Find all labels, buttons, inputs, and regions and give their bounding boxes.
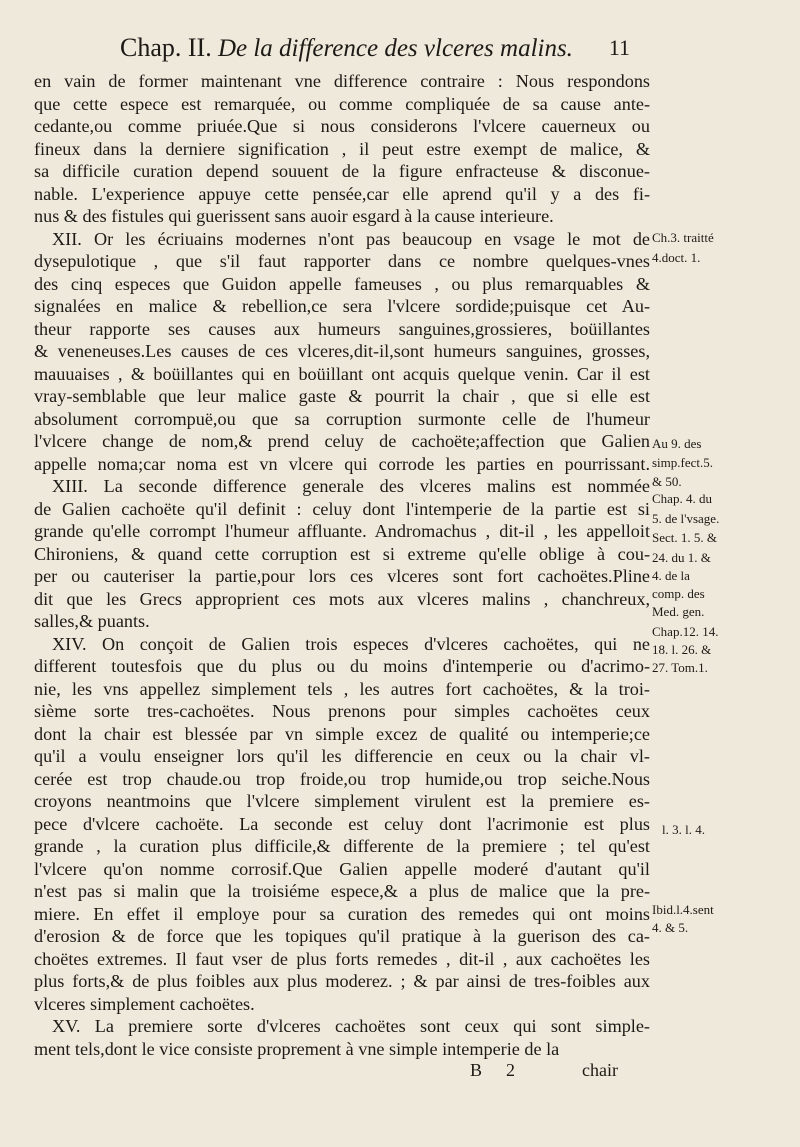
text-line: de Galien cachoëte qu'il definit : celuy dont l'intemperie de la partie est si (34, 498, 650, 519)
margin-note: Au 9. des (652, 436, 702, 451)
text-line: XIII. La seconde difference generale des vlceres malins est nommée (52, 476, 650, 496)
text-line: sa difficile curation depend souuent de la figure enfracteuse & disconue- (34, 161, 650, 181)
text-line: ment tels,dont le vice consiste proprement à vne simple intemperie de la (34, 1038, 560, 1059)
text-line: absolument corrompuë,ou que sa corruption surmonte celle de l'humeur (34, 408, 650, 429)
text-line: que cette espece est remarquée, ou comme compliquée de sa cause ante- (34, 93, 650, 114)
signature-mark: B (470, 1060, 483, 1080)
text-line: cerée est trop chaude.ou trop froide,ou trop humide,ou trop seiche.Nous (34, 768, 650, 789)
margin-note: Ch.3. traitté (652, 230, 714, 245)
text-line: different toutesfois que du plus ou du moins d'intemperie ou d'acrimo- (34, 656, 650, 676)
margin-note: Ibid.l.4.sent (652, 902, 714, 917)
text-line: & veneneuses.Les causes de ces vlceres,dit-il,sont humeurs sanguines, grosses, (34, 341, 650, 361)
margin-note: 24. du 1. & (652, 550, 711, 565)
page-footer (470, 1058, 646, 1082)
text-line: des cinq especes que Guidon appelle fameuses , ou plus remarquables & (34, 273, 650, 294)
text-line: pece d'vlcere cachoëte. La seconde est celuy dont l'acrimonie est plus (34, 813, 650, 834)
text-line: nie, les vns appellez simplement tels , les autres fort cachoëtes, & la troi- (34, 678, 650, 699)
text-line: cedante,ou comme priuée.Que si nous considerons l'vlcere cauerneux ou (34, 116, 650, 136)
text-line: sième sorte tres-cachoëtes. Nous prenons pour simples cachoëtes ceux (34, 701, 650, 721)
margin-note: 4. & 5. (652, 920, 689, 935)
text-line: salles,& puants. (34, 611, 150, 631)
text-line: XIV. On conçoit de Galien trois especes d'vlceres cachoëtes, qui ne (52, 633, 650, 654)
chapter-title: De la difference des vlceres malins. (217, 35, 573, 62)
text-line: croyons neantmoins que l'vlcere simplement virulent est la premiere es- (34, 791, 650, 811)
page-number: 11 (608, 35, 630, 60)
text-line: dysepulotique , que s'il faut rapporter dans ce nombre quelques-vnes (34, 251, 650, 271)
text-line: Chironiens, & quand cette corruption est si extreme qu'elle oblige à cou- (34, 543, 650, 564)
margin-note: 5. de l'vsage. (652, 511, 720, 526)
text-line: fineux dans la derniere signification , il peut estre exempt de malice, & (34, 138, 650, 159)
text-line: qu'il a voulu enseigner lors qu'il les differencie en ceux ou la chair vl- (34, 746, 650, 766)
margin-note: 27. Tom.1. (652, 660, 708, 675)
text-line: mauuaises , & boüillantes qui en boüillant ont acquis quelque venin. Car il est (34, 363, 650, 384)
text-line: XII. Or les écriuains modernes n'ont pas beaucoup en vsage le mot de (52, 228, 650, 249)
margin-note: Chap.12. 14. (652, 624, 719, 639)
text-line: theur rapporte ses causes aux humeurs sanguines,grossieres, boüillantes (34, 318, 650, 339)
text-line: nable. L'experience appuye cette pensée,car elle aprend qu'il y a des fi- (34, 183, 650, 204)
margin-note: 4.doct. 1. (652, 250, 701, 265)
text-line: dont la chair est blessée par vn simple excez de qualité ou intemperie;ce (34, 723, 650, 744)
text-line: vray-semblable que leur malice gaste & pourrit la chair , que si elle est (34, 386, 650, 406)
text-line: grande qu'elle corrompt l'humeur affluante. Andromachus , dit-il , les appelloit (34, 521, 650, 541)
text-line: nus & des fistules qui guerissent sans auoir esgard à la cause interieure. (34, 206, 554, 226)
signature-number: 2 (506, 1060, 515, 1080)
text-line: signalées en malice & rebellion,ce sera l'vlcere sordide;puisque cet Au- (34, 296, 650, 316)
margin-note: Sect. 1. 5. & (652, 530, 717, 545)
margin-note: Chap. 4. du (652, 491, 712, 506)
text-line: dit que les Grecs approprient ces mots aux vlceres malins , chanchreux, (34, 588, 650, 609)
text-line: l'vlcere change de nom,& prend celuy de cachoëte;affection que Galien (34, 431, 650, 451)
margin-note: simp.fect.5. (652, 455, 714, 470)
catchword: chair (582, 1060, 618, 1080)
margin-note: 18. l. 26. & (652, 642, 712, 657)
text-line: d'erosion & de force que les topiques qu'il pratique à la guerison des ca- (34, 926, 650, 946)
text-line: en vain de former maintenant vne difference contraire : Nous respondons (34, 71, 650, 91)
running-header (120, 32, 630, 65)
margin-note: 4. de la (652, 568, 690, 583)
text-line: grande , la curation plus difficile,& differente de la premiere ; tel qu'est (34, 836, 650, 856)
text-line: l'vlcere qu'on nomme corrosif.Que Galien appelle moderé d'autant qu'il (34, 858, 650, 879)
text-line: vlceres simplement cachoëtes. (34, 993, 255, 1014)
text-line: XV. La premiere sorte d'vlceres cachoëtes sont ceux qui sont simple- (52, 1016, 650, 1036)
text-line: plus forts,& de plus foibles aux plus moderez. ; & par ainsi de tres-foibles aux (34, 971, 650, 991)
text-line: appelle noma;car noma est vn vlcere qui corrode les parties en pourrissant. (34, 453, 650, 474)
margin-note: l. 3. l. 4. (662, 822, 705, 837)
text-line: n'est pas si malin que la troisiéme espece,& a plus de malice que la pre- (34, 881, 650, 901)
margin-note: & 50. (652, 474, 682, 489)
text-line: choëtes extremes. Il faut vser de plus forts remedes , dit-il , aux cachoëtes les (34, 948, 650, 969)
chapter-label: Chap. II. (120, 33, 212, 62)
margin-note: comp. des (652, 586, 705, 601)
text-line: per ou cauteriser la partie,pour lors ces vlceres sont fort cachoëtes.Pline (34, 566, 650, 586)
text-line: miere. En effet il employe pour sa curation des remedes qui ont moins (34, 903, 650, 924)
margin-note: Med. gen. (652, 604, 705, 619)
